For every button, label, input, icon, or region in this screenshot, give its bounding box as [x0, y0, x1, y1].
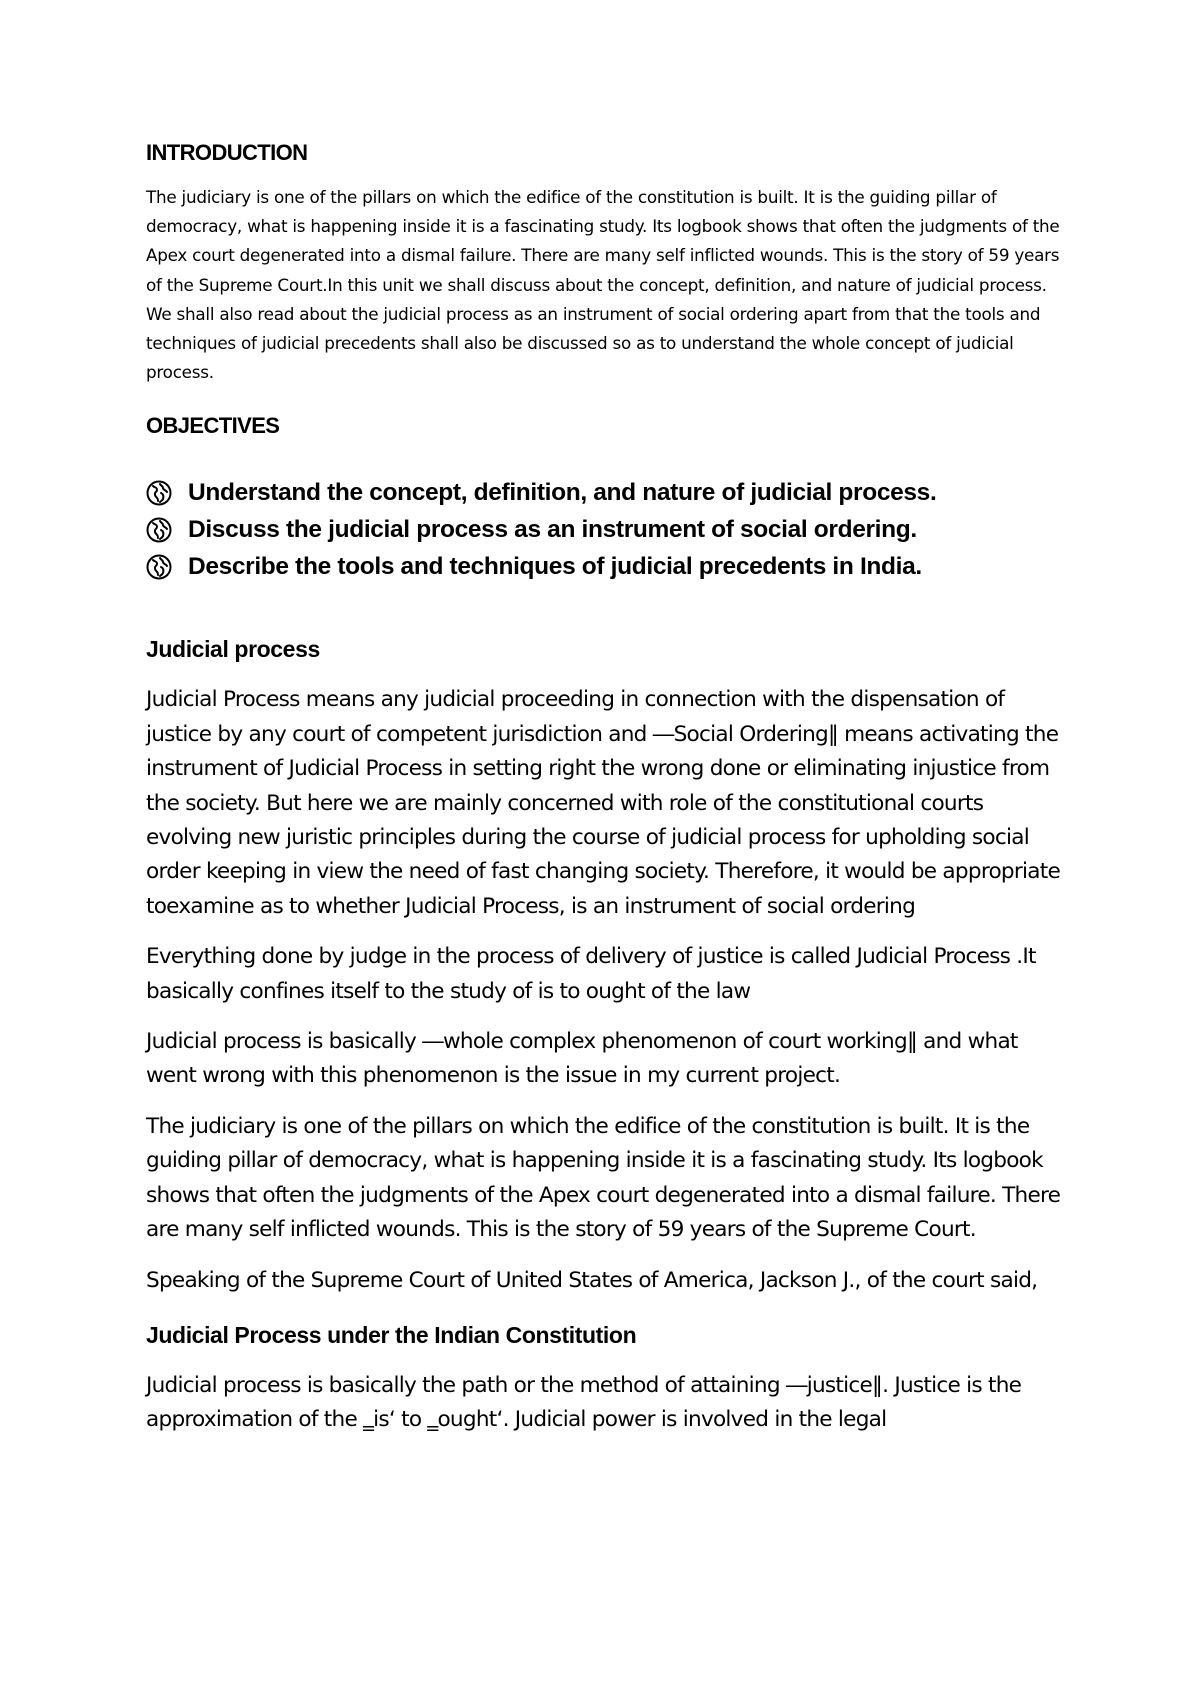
document-page [146, 140, 1071, 1438]
indian-constitution-paragraph: Judicial process is basically the path or the method of attaining ―justice‖. Justice is the approximation of the ‗is‘ to ‗ought‘. Judicial power is involved in the legal [146, 1372, 1022, 1433]
judicial-process-paragraph-4: The judiciary is one of the pillars on which the edifice of the constitution is built. It is the guiding pillar of democracy, what is happening inside it is a fascinating study. Its logbook shows that often the judgments of the Apex court degenerated into a dismal failure. There are many self inflicted wounds. This is the story of 59 years of the Supreme Court. [146, 1113, 1061, 1243]
globe-icon [146, 554, 172, 580]
globe-icon [146, 480, 172, 506]
judicial-process-paragraph-2: Everything done by judge in the process of delivery of justice is called Judicial Process .It basically confines itself to the study of is to ought of the law [146, 944, 1036, 1004]
objective-item-text: Discuss the judicial process as an instrument of social ordering. [188, 516, 917, 544]
judicial-process-paragraph-1: Judicial Process means any judicial proceeding in connection with the dispensation of justice by any court of competent jurisdiction and ―Social Ordering‖ means activating the instrument of Judicial Process in setting right the wrong done or eliminating injustice from the society. But here we are mainly concerned with role of the constitutional courts evolving new juristic principles during the course of judicial process for upholding social order keeping in view the need of fast changing society. Therefore, it would be appropriate toexamine as to whether Judicial Process, is an instrument of social ordering [146, 687, 1061, 919]
judicial-process-heading: Judicial process [146, 636, 320, 663]
objective-item-3 [146, 548, 1071, 585]
objective-item-2 [146, 511, 1071, 548]
objective-item-1 [146, 474, 1071, 511]
introduction-paragraph: The judiciary is one of the pillars on which the edifice of the constitution is built. It is the guiding pillar of democracy, what is happening inside it is a fascinating study. Its logbook shows that often the judgments of the Apex court degenerated into a dismal failure. There are many self inflicted wounds. This is the story of 59 years of the Supreme Court.In this unit we shall discuss about the concept, definition, and nature of judicial process. We shall also read about the judicial process as an instrument of social ordering apart from that the tools and techniques of judicial precedents shall also be discussed so as to understand the whole concept of judicial process. [146, 187, 1060, 383]
judicial-process-paragraph-3: Judicial process is basically ―whole complex phenomenon of court working‖ and what went wrong with this phenomenon is the issue in my current project. [146, 1029, 1018, 1089]
objective-item-text: Describe the tools and techniques of judicial precedents in India. [188, 553, 922, 581]
globe-icon [146, 517, 172, 543]
objectives-heading: OBJECTIVES [146, 413, 280, 439]
objective-item-text: Understand the concept, definition, and nature of judicial process. [188, 479, 937, 507]
indian-constitution-heading: Judicial Process under the Indian Constitution [146, 1321, 637, 1348]
judicial-process-paragraph-5: Speaking of the Supreme Court of United States of America, Jackson J., of the court said, [146, 1267, 1038, 1293]
introduction-heading: INTRODUCTION [146, 140, 308, 165]
objectives-list [146, 474, 1071, 585]
